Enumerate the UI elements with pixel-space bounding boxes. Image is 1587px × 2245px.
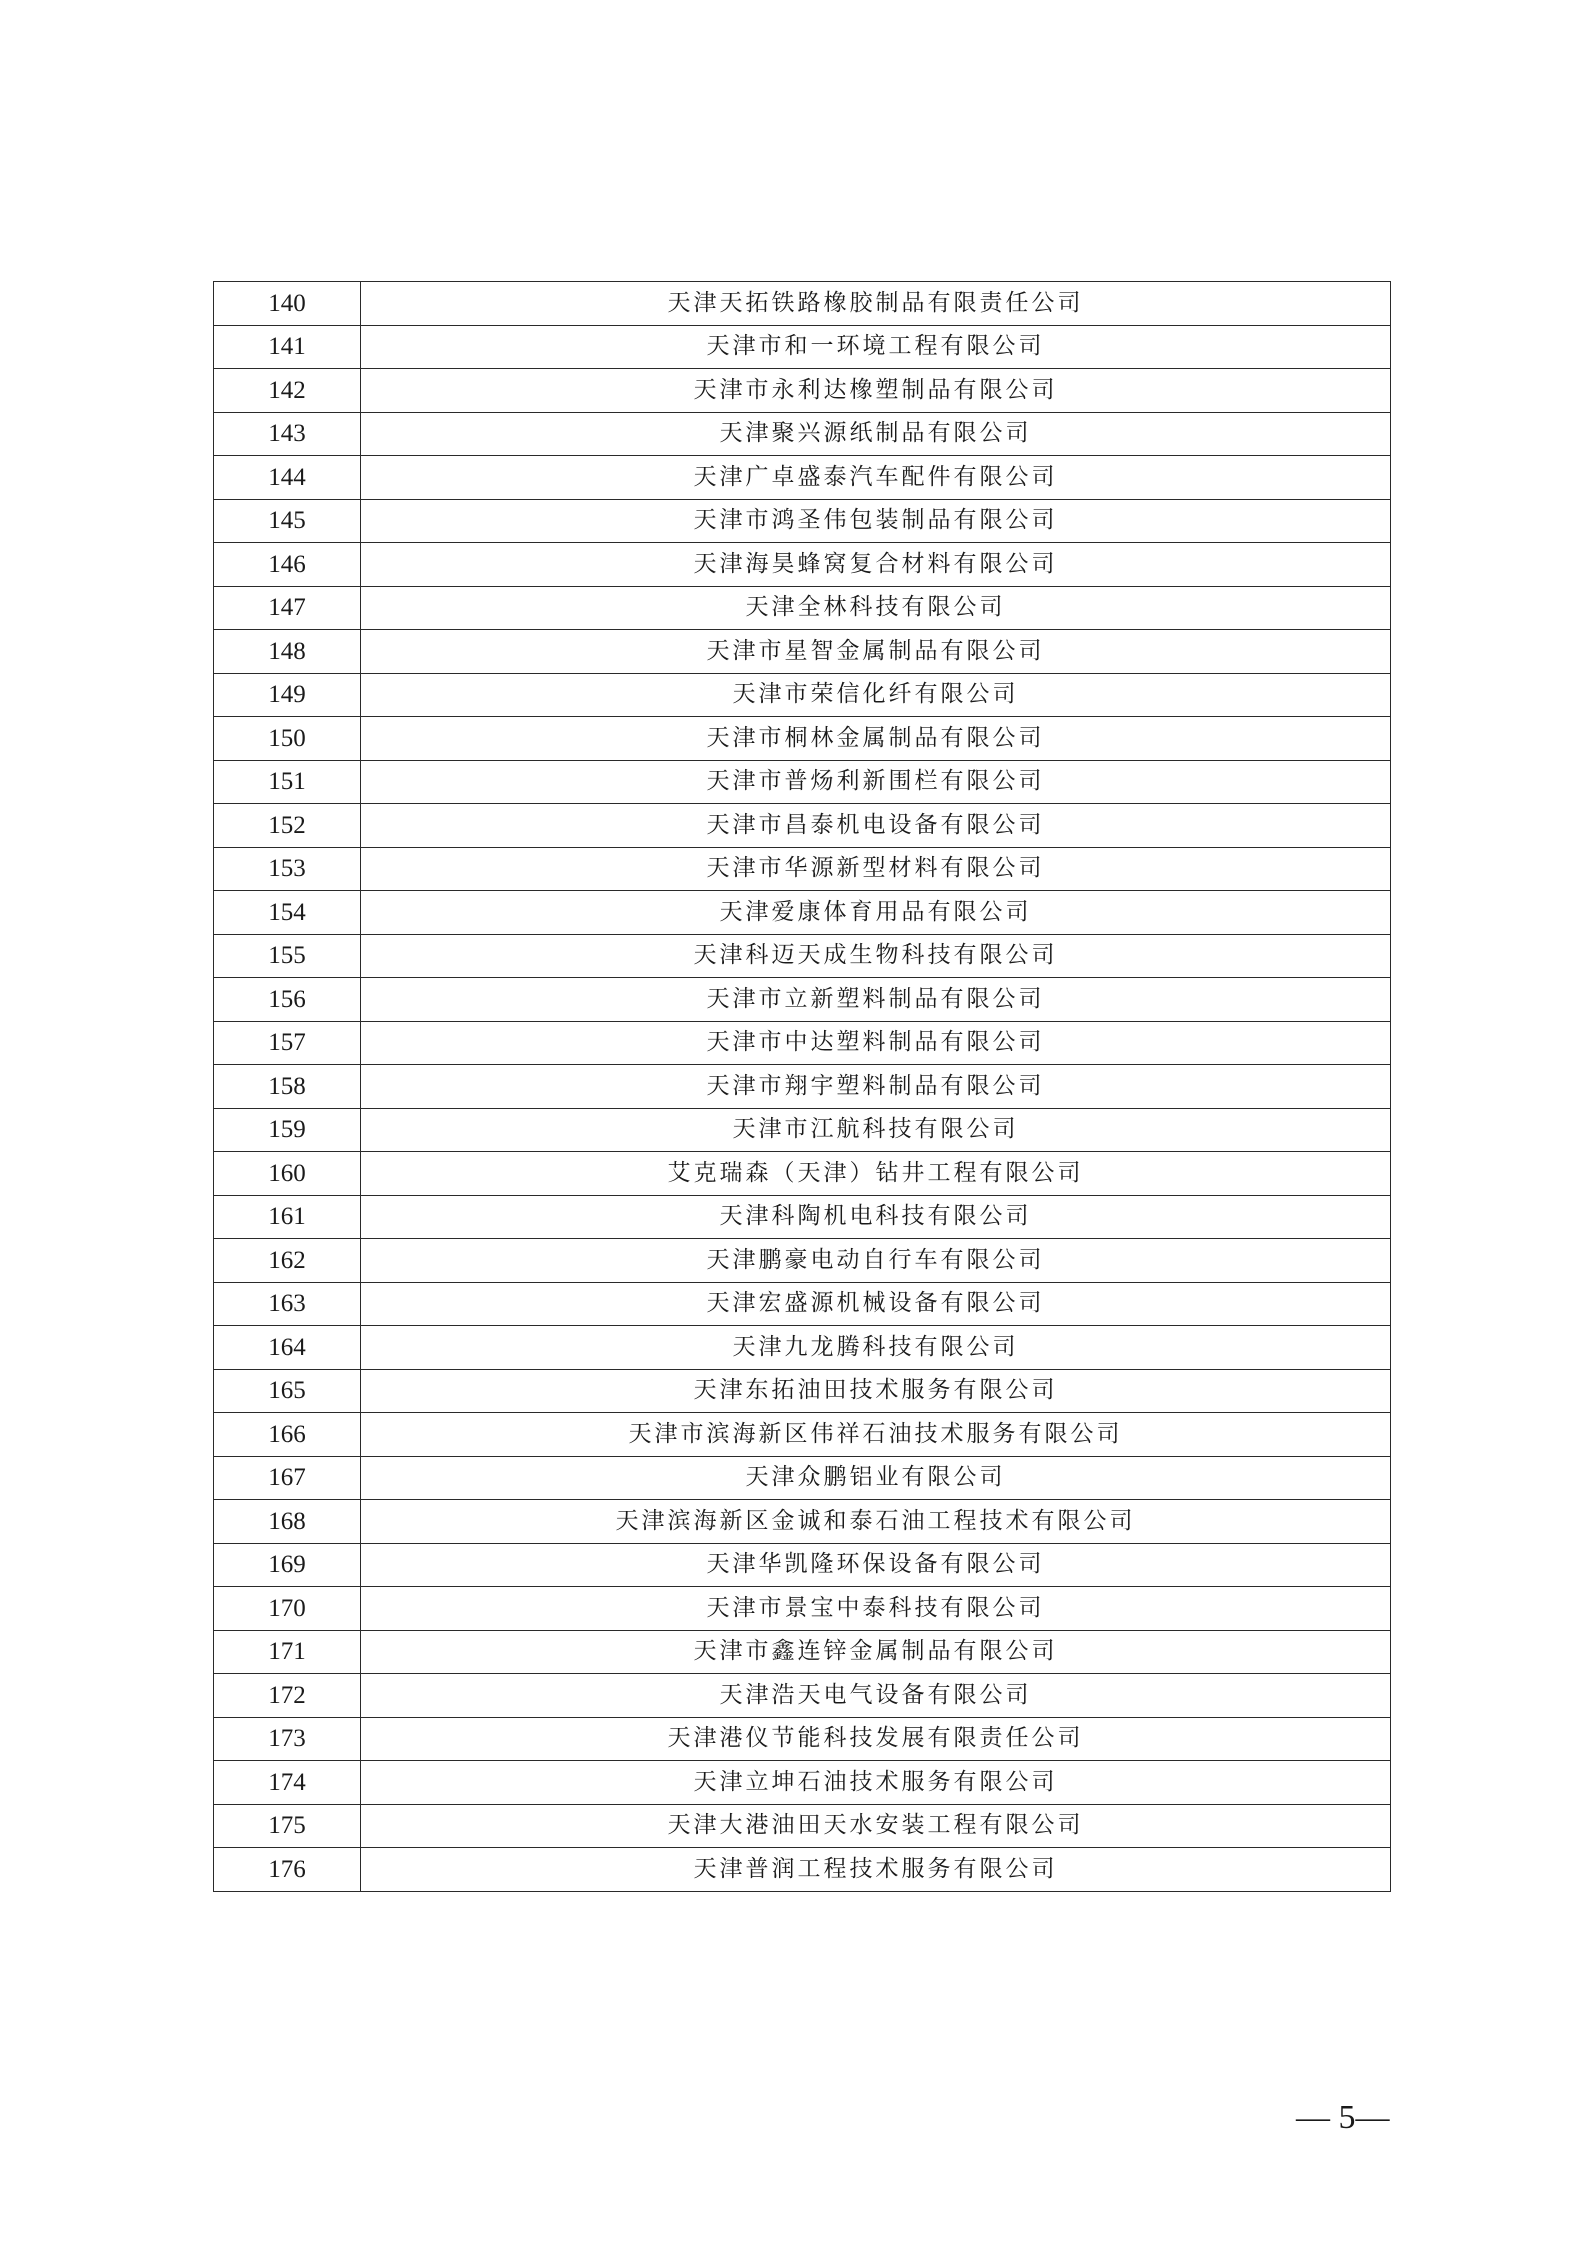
row-number-cell: 165	[214, 1369, 361, 1413]
table-row	[214, 1848, 1391, 1892]
company-name-cell: 天津市和一环境工程有限公司	[361, 325, 1391, 369]
row-number-cell: 164	[214, 1326, 361, 1370]
company-name-cell: 天津普润工程技术服务有限公司	[361, 1848, 1391, 1892]
table-row	[214, 1587, 1391, 1631]
company-name-cell: 天津市滨海新区伟祥石油技术服务有限公司	[361, 1413, 1391, 1457]
company-name-cell: 天津市华源新型材料有限公司	[361, 847, 1391, 891]
row-number-cell: 167	[214, 1456, 361, 1500]
row-number-cell: 175	[214, 1804, 361, 1848]
row-number-cell: 159	[214, 1108, 361, 1152]
row-number-cell: 145	[214, 499, 361, 543]
company-name-cell: 天津科陶机电科技有限公司	[361, 1195, 1391, 1239]
company-name-cell: 艾克瑞森（天津）钻井工程有限公司	[361, 1152, 1391, 1196]
company-name-cell: 天津广卓盛泰汽车配件有限公司	[361, 456, 1391, 500]
row-number-cell: 142	[214, 369, 361, 413]
table-row	[214, 630, 1391, 674]
company-list-table	[213, 281, 1391, 1892]
table-row	[214, 760, 1391, 804]
table-row	[214, 804, 1391, 848]
row-number-cell: 162	[214, 1239, 361, 1283]
table-row	[214, 1369, 1391, 1413]
table-row	[214, 1500, 1391, 1544]
table-row	[214, 586, 1391, 630]
row-number-cell: 166	[214, 1413, 361, 1457]
company-name-cell: 天津市立新塑料制品有限公司	[361, 978, 1391, 1022]
row-number-cell: 150	[214, 717, 361, 761]
company-list-body	[214, 282, 1391, 1892]
table-row	[214, 1674, 1391, 1718]
table-row	[214, 978, 1391, 1022]
table-row	[214, 1630, 1391, 1674]
table-row	[214, 1108, 1391, 1152]
row-number-cell: 168	[214, 1500, 361, 1544]
table-row	[214, 1413, 1391, 1457]
table-row	[214, 1717, 1391, 1761]
table-row	[214, 412, 1391, 456]
row-number-cell: 157	[214, 1021, 361, 1065]
row-number-cell: 153	[214, 847, 361, 891]
company-name-cell: 天津市鑫连锌金属制品有限公司	[361, 1630, 1391, 1674]
row-number-cell: 160	[214, 1152, 361, 1196]
company-name-cell: 天津港仪节能科技发展有限责任公司	[361, 1717, 1391, 1761]
row-number-cell: 176	[214, 1848, 361, 1892]
table-row	[214, 1239, 1391, 1283]
row-number-cell: 171	[214, 1630, 361, 1674]
row-number-cell: 169	[214, 1543, 361, 1587]
table-row	[214, 1195, 1391, 1239]
table-row	[214, 1152, 1391, 1196]
row-number-cell: 174	[214, 1761, 361, 1805]
company-name-cell: 天津众鹏铝业有限公司	[361, 1456, 1391, 1500]
table-row	[214, 1065, 1391, 1109]
company-name-cell: 天津市鸿圣伟包装制品有限公司	[361, 499, 1391, 543]
company-name-cell: 天津市翔宇塑料制品有限公司	[361, 1065, 1391, 1109]
company-name-cell: 天津鹏豪电动自行车有限公司	[361, 1239, 1391, 1283]
company-name-cell: 天津市景宝中泰科技有限公司	[361, 1587, 1391, 1631]
row-number-cell: 146	[214, 543, 361, 587]
company-name-cell: 天津市中达塑料制品有限公司	[361, 1021, 1391, 1065]
table-row	[214, 891, 1391, 935]
row-number-cell: 173	[214, 1717, 361, 1761]
row-number-cell: 149	[214, 673, 361, 717]
company-name-cell: 天津市昌泰机电设备有限公司	[361, 804, 1391, 848]
table-row	[214, 1761, 1391, 1805]
row-number-cell: 156	[214, 978, 361, 1022]
company-name-cell: 天津海昊蜂窝复合材料有限公司	[361, 543, 1391, 587]
table-row	[214, 1282, 1391, 1326]
company-name-cell: 天津滨海新区金诚和泰石油工程技术有限公司	[361, 1500, 1391, 1544]
row-number-cell: 163	[214, 1282, 361, 1326]
page-number: — 5—	[1296, 2099, 1390, 2136]
table-row	[214, 673, 1391, 717]
table-row	[214, 1021, 1391, 1065]
company-name-cell: 天津市江航科技有限公司	[361, 1108, 1391, 1152]
row-number-cell: 151	[214, 760, 361, 804]
row-number-cell: 155	[214, 934, 361, 978]
row-number-cell: 170	[214, 1587, 361, 1631]
company-name-cell: 天津全林科技有限公司	[361, 586, 1391, 630]
row-number-cell: 158	[214, 1065, 361, 1109]
company-name-cell: 天津市桐林金属制品有限公司	[361, 717, 1391, 761]
company-name-cell: 天津华凯隆环保设备有限公司	[361, 1543, 1391, 1587]
table-row	[214, 934, 1391, 978]
company-name-cell: 天津科迈天成生物科技有限公司	[361, 934, 1391, 978]
table-row	[214, 456, 1391, 500]
table-row	[214, 847, 1391, 891]
row-number-cell: 152	[214, 804, 361, 848]
company-name-cell: 天津市普炀利新围栏有限公司	[361, 760, 1391, 804]
row-number-cell: 140	[214, 282, 361, 326]
table-row	[214, 499, 1391, 543]
company-name-cell: 天津东拓油田技术服务有限公司	[361, 1369, 1391, 1413]
table-row	[214, 1326, 1391, 1370]
company-name-cell: 天津爱康体育用品有限公司	[361, 891, 1391, 935]
row-number-cell: 154	[214, 891, 361, 935]
table-row	[214, 717, 1391, 761]
row-number-cell: 143	[214, 412, 361, 456]
company-name-cell: 天津宏盛源机械设备有限公司	[361, 1282, 1391, 1326]
company-name-cell: 天津大港油田天水安装工程有限公司	[361, 1804, 1391, 1848]
row-number-cell: 172	[214, 1674, 361, 1718]
company-name-cell: 天津浩天电气设备有限公司	[361, 1674, 1391, 1718]
company-name-cell: 天津市荣信化纤有限公司	[361, 673, 1391, 717]
company-name-cell: 天津九龙腾科技有限公司	[361, 1326, 1391, 1370]
row-number-cell: 148	[214, 630, 361, 674]
company-name-cell: 天津立坤石油技术服务有限公司	[361, 1761, 1391, 1805]
company-name-cell: 天津市永利达橡塑制品有限公司	[361, 369, 1391, 413]
row-number-cell: 144	[214, 456, 361, 500]
table-row	[214, 369, 1391, 413]
table-row	[214, 1543, 1391, 1587]
row-number-cell: 147	[214, 586, 361, 630]
table-row	[214, 282, 1391, 326]
company-name-cell: 天津市星智金属制品有限公司	[361, 630, 1391, 674]
table-row	[214, 543, 1391, 587]
company-name-cell: 天津聚兴源纸制品有限公司	[361, 412, 1391, 456]
company-name-cell: 天津天拓铁路橡胶制品有限责任公司	[361, 282, 1391, 326]
row-number-cell: 141	[214, 325, 361, 369]
row-number-cell: 161	[214, 1195, 361, 1239]
table-row	[214, 1804, 1391, 1848]
table-row	[214, 1456, 1391, 1500]
table-row	[214, 325, 1391, 369]
